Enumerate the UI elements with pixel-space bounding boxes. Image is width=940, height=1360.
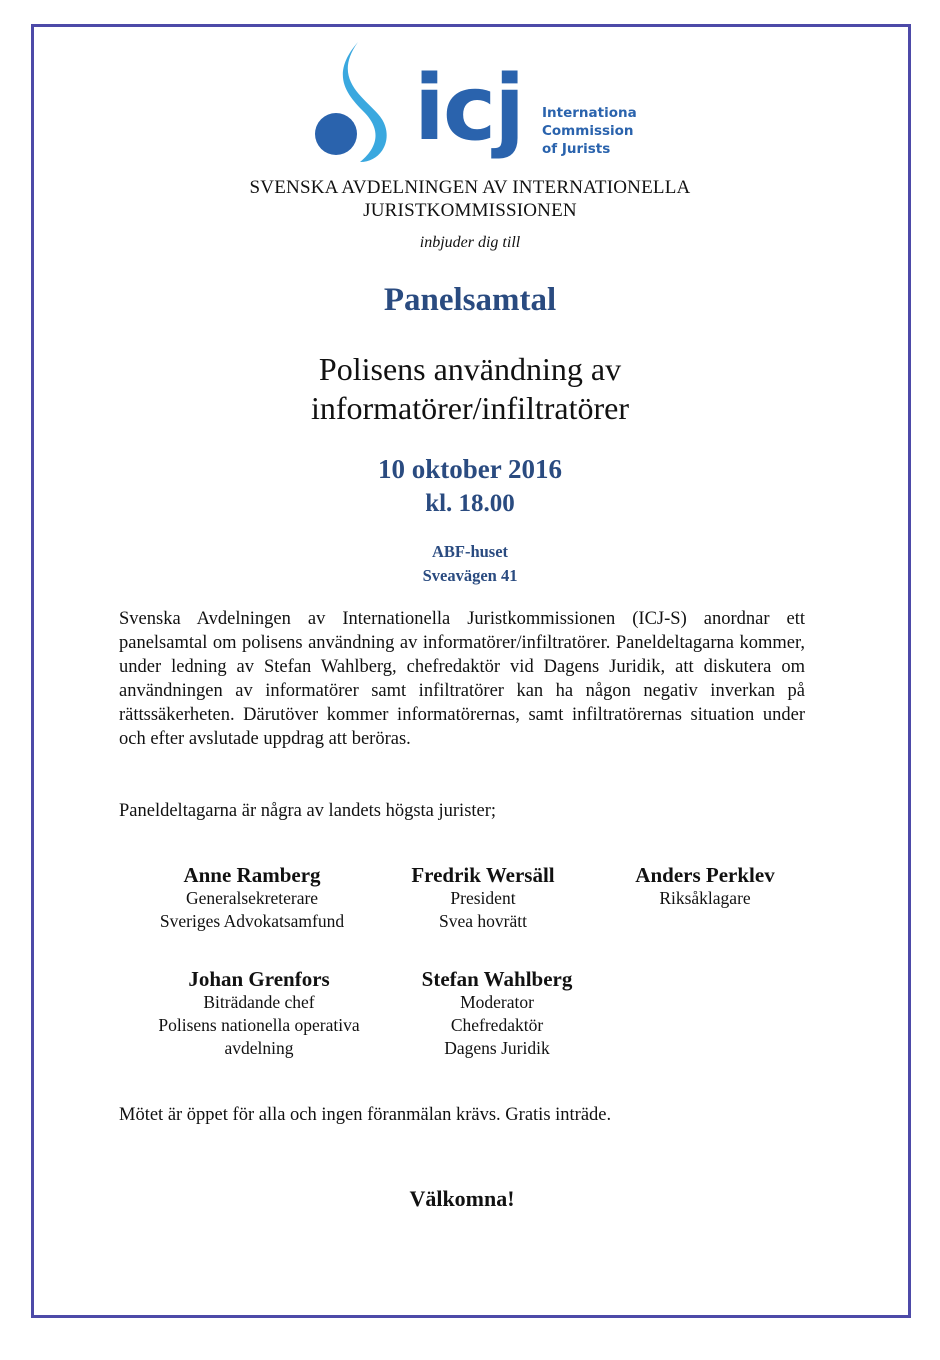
panelist bbox=[122, 863, 382, 933]
event-topic-line: informatörer/infiltratörer bbox=[310, 390, 630, 426]
venue-address: Sveavägen 41 bbox=[422, 566, 518, 585]
panelist-organization: Svea hovrätt bbox=[439, 911, 527, 931]
event-type-heading: Panelsamtal bbox=[383, 282, 557, 318]
panelist-title: Generalsekreterare bbox=[185, 888, 319, 908]
event-description: Svenska Avdelningen av Internationella Juristkommissionen (ICJ-S) anordnar ett panelsamtal om polisens användning av informatörer/infiltratörer. Paneldeltagarna kommer, under ledning av Stefan Wahlberg, chefredaktör vid Dagens Juridik, att diskutera om användningen av informatörer samt infiltratörer kan ha någon negativ inverkan på rättssäkerheten. Därutöver kommer informatörernas, samt infiltratörernas situation under och efter avslutade uppdrag att beröras. bbox=[119, 609, 805, 749]
venue-name: ABF-huset bbox=[431, 542, 509, 561]
logo-tagline bbox=[542, 104, 638, 158]
organization-name bbox=[0, 176, 940, 222]
panelist-title: President bbox=[450, 888, 516, 908]
panelist-title: Riksåklagare bbox=[659, 888, 751, 908]
panelist-organization: Chefredaktör bbox=[450, 1015, 544, 1035]
panelist bbox=[129, 967, 389, 1060]
panelist bbox=[353, 863, 613, 933]
logo-tagline-line: Internationa bbox=[542, 105, 637, 121]
panelist-organization: Sveriges Advokatsamfund bbox=[159, 911, 345, 931]
welcome-text: Välkomna! bbox=[409, 1186, 515, 1211]
event-time: kl. 18.00 bbox=[425, 490, 515, 517]
panelist-organization: avdelning bbox=[224, 1038, 294, 1058]
event-topic-line: Polisens användning av bbox=[318, 351, 622, 387]
logo-tagline-line: Commission bbox=[542, 123, 634, 139]
logo-wordmark: icj bbox=[414, 56, 524, 161]
event-venue bbox=[0, 540, 940, 588]
panelist bbox=[575, 863, 835, 910]
panelist-name: Anne Ramberg bbox=[183, 863, 321, 887]
panelist-organization: Dagens Juridik bbox=[444, 1038, 550, 1058]
panelist-organization: Polisens nationella operativa bbox=[158, 1015, 360, 1035]
panelist-title: Biträdande chef bbox=[203, 992, 315, 1012]
closing-note: Mötet är öppet för alla och ingen föranmälan krävs. Gratis inträde. bbox=[119, 1105, 612, 1125]
logo-tagline-line: of Jurists bbox=[542, 141, 611, 157]
panelist-name: Johan Grenfors bbox=[188, 967, 330, 991]
panelist-title: Moderator bbox=[460, 992, 534, 1012]
event-topic bbox=[0, 350, 940, 428]
panelist bbox=[367, 967, 627, 1060]
invitation-text: inbjuder dig till bbox=[419, 234, 521, 251]
panel-intro: Paneldeltagarna är några av landets högsta jurister; bbox=[119, 801, 497, 821]
panelist-name: Fredrik Wersäll bbox=[411, 863, 555, 887]
organization-name-line: SVENSKA AVDELNINGEN AV INTERNATIONELLA bbox=[249, 177, 691, 198]
panelist-name: Anders Perklev bbox=[635, 863, 775, 887]
panelist-name: Stefan Wahlberg bbox=[421, 967, 573, 991]
icj-logo bbox=[308, 38, 638, 170]
event-date: 10 oktober 2016 bbox=[377, 454, 562, 484]
drop-icon bbox=[308, 38, 408, 170]
organization-name-line: JURISTKOMMISSIONEN bbox=[363, 200, 577, 221]
